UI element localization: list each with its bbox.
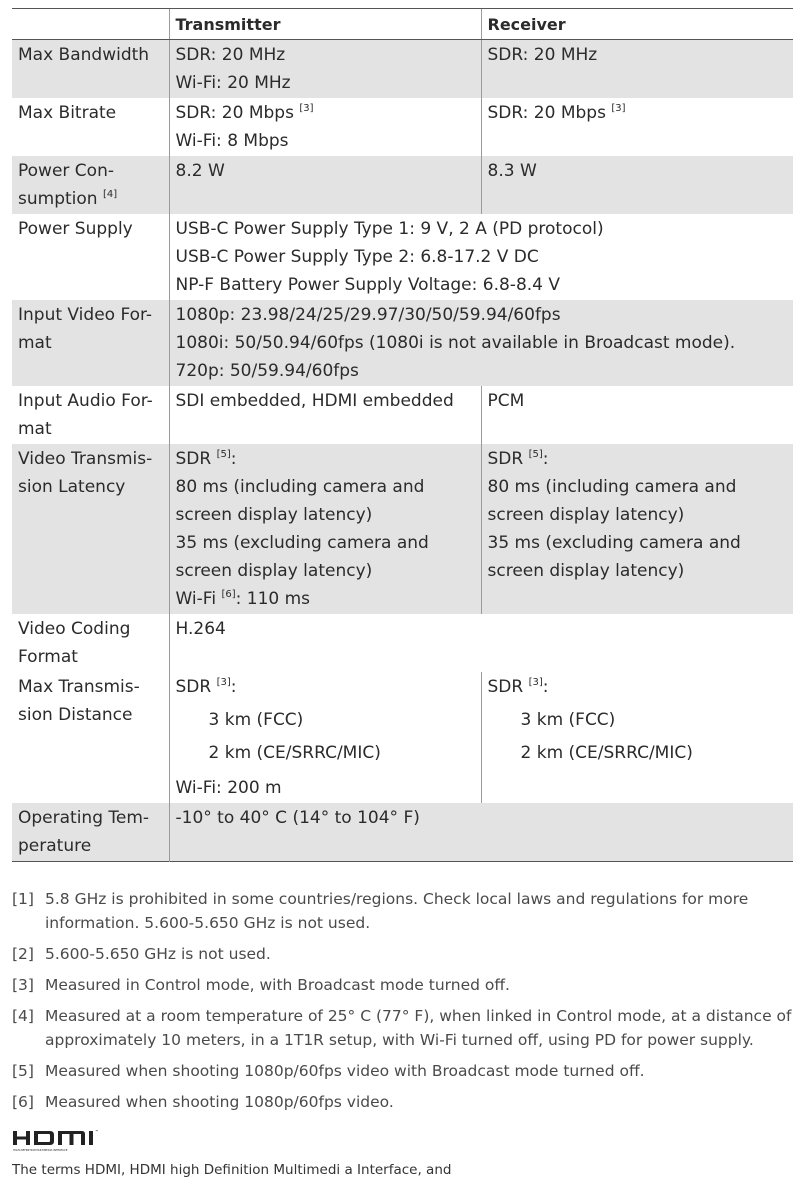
shared-value: 1080p: 23.98/24/25/29.97/30/50/59.94/60fps 1080i: 50/50.94/60fps (1080i is not available in Broadcast mode). 720p: 50/59.94/60fps [169,300,793,386]
row-video-transmission-latency [12,444,793,614]
header-transmitter: Transmitter [169,9,481,40]
row-label: Video Transmis- sion Latency [18,449,153,497]
footnote-text: Measured when shooting 1080p/60fps video with Broadcast mode turned off. [45,1062,645,1080]
transmitter-value: SDR [3]: 3 km (FCC) 2 km (CE/SRRC/MIC) Wi-Fi: 200 m [169,672,481,803]
footnote-item [12,1059,793,1083]
shared-value: USB-C Power Supply Type 1: 9 V, 2 A (PD protocol) USB-C Power Supply Type 2: 6.8-17.2 V DC NP-F Battery Power Supply Voltage: 6.8-8.4 V [169,214,793,300]
row-power-supply [12,214,793,300]
row-label: Input Video For- mat [18,305,153,353]
footnote-item [12,1004,793,1052]
footnote-item [12,887,793,935]
row-label: Max Bandwidth [18,45,150,65]
footnote-ref: [3] [611,103,626,114]
row-label: Power Supply [18,219,133,239]
footnote-ref: [3] [299,103,314,114]
footnote-ref: [3] [216,677,231,688]
row-max-bitrate [12,98,793,156]
footnote-item [12,1090,793,1114]
row-input-audio-format [12,386,793,444]
row-max-bandwidth [12,40,793,99]
footnote-ref: [5] [216,449,231,460]
hdmi-tm: ™ [95,1129,99,1134]
row-label: Power Con- sumption [4] [18,161,118,209]
footnote-ref: [4] [102,189,118,200]
receiver-value: SDR [5]: 80 ms (including camera and screen display latency) 35 ms (excluding camera and screen display latency) [481,444,793,614]
footnote-number: [2] [12,945,34,963]
header-receiver: Receiver [481,9,793,40]
transmitter-value: SDR: 20 MHz Wi-Fi: 20 MHz [169,40,481,99]
receiver-value: SDR: 20 Mbps [3] [481,98,793,156]
footnote-text: Measured when shooting 1080p/60fps video. [45,1093,394,1111]
footnote-text: Measured in Control mode, with Broadcast mode turned off. [45,976,510,994]
footnote-item [12,973,793,997]
receiver-value: SDR: 20 MHz [481,40,793,99]
transmitter-value: SDR [5]: 80 ms (including camera and screen display latency) 35 ms (excluding camera and screen display latency) Wi-Fi [6]: 110 ms [169,444,481,614]
transmitter-value: 8.2 W [169,156,481,214]
hdmi-tagline: HIGH-DEFINITION MULTIMEDIA INTERFACE [13,1149,68,1152]
footnote-ref: [3] [528,677,543,688]
footnote-number: [4] [12,1007,34,1025]
footnote-text: Measured at a room temperature of 25° C (77° F), when linked in Control mode, at a distance of approximately 10 meters, in a 1T1R setup, with Wi-Fi turned off, using PD for power supply. [45,1007,792,1049]
receiver-value: SDR [3]: 3 km (FCC) 2 km (CE/SRRC/MIC) [481,672,793,803]
footnote-ref: [6] [221,589,236,600]
closing-text: The terms HDMI, HDMI high Definition Multimedi a Interface, and [12,1162,452,1178]
row-power-consumption [12,156,793,214]
footnote-number: [1] [12,890,34,908]
footnote-number: [5] [12,1062,34,1080]
row-label: Video Coding Format [18,619,131,667]
row-label: Max Bitrate [18,103,117,123]
footnotes-list [12,887,793,1121]
table-header-row [12,9,793,40]
row-label: Input Audio For- mat [18,391,153,439]
footnote-text: 5.8 GHz is prohibited in some countries/regions. Check local laws and regulations for more information. 5.600-5.650 GHz is not used. [45,890,749,932]
row-video-coding-format [12,614,793,672]
transmitter-value: SDI embedded, HDMI embedded [169,386,481,444]
header-blank [12,9,169,40]
row-label: Max Transmis- sion Distance [18,677,140,725]
shared-value: H.264 [169,614,793,672]
receiver-value: 8.3 W [481,156,793,214]
footnote-number: [6] [12,1093,34,1111]
row-label: Operating Tem- perature [18,808,150,856]
hdmi-logo [12,1127,112,1157]
row-max-transmission-distance [12,672,793,803]
footnote-text: 5.600-5.650 GHz is not used. [45,945,271,963]
row-input-video-format [12,300,793,386]
specifications-table [12,8,793,862]
row-operating-temperature [12,803,793,862]
footnote-number: [3] [12,976,34,994]
transmitter-value: SDR: 20 Mbps [3] Wi-Fi: 8 Mbps [169,98,481,156]
footnote-ref: [5] [528,449,543,460]
footnote-item [12,942,793,966]
receiver-value: PCM [481,386,793,444]
shared-value: -10° to 40° C (14° to 104° F) [169,803,793,862]
